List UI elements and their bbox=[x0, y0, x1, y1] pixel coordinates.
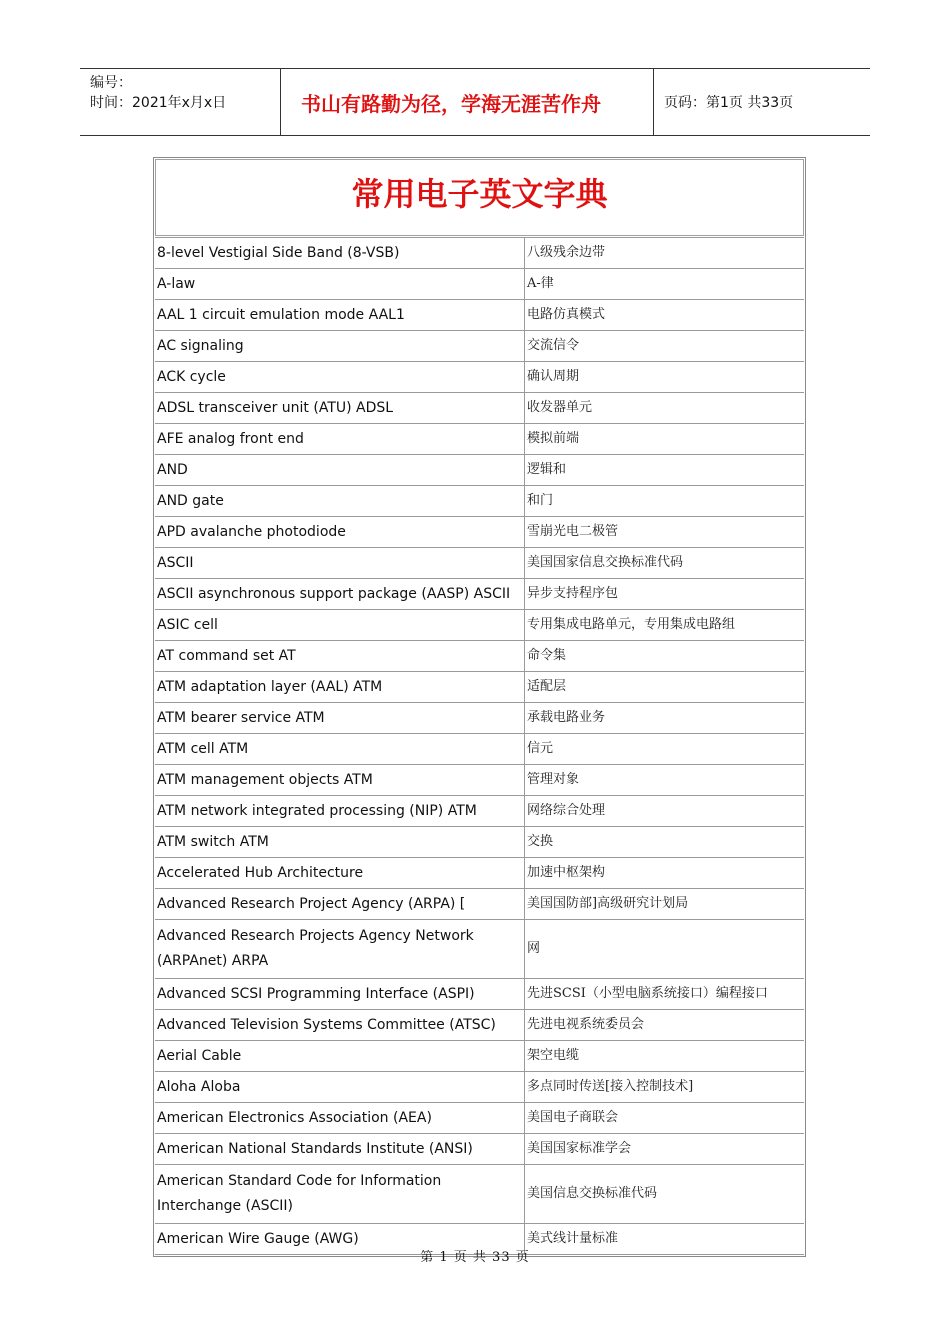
term-english: American Wire Gauge (AWG) bbox=[155, 1224, 525, 1254]
table-row bbox=[155, 362, 804, 393]
dictionary-table bbox=[153, 157, 806, 1257]
term-chinese: 命令集 bbox=[527, 648, 567, 663]
term-chinese: 美国国家信息交换标准代码 bbox=[527, 555, 684, 570]
table-row bbox=[155, 269, 804, 300]
term-chinese: 交换 bbox=[527, 834, 554, 849]
page-header bbox=[80, 68, 870, 136]
term-english: Advanced Research Project Agency (ARPA) [ bbox=[155, 889, 525, 919]
term-english: Advanced Television Systems Committee (ATSC) bbox=[155, 1010, 525, 1040]
term-english: ASCII bbox=[155, 548, 525, 578]
term-english: ASCII asynchronous support package (AASP) ASCII bbox=[155, 579, 525, 609]
term-chinese: 多点同时传送[接入控制技术] bbox=[527, 1079, 694, 1094]
header-meta bbox=[80, 69, 281, 135]
term-chinese: 收发器单元 bbox=[527, 400, 593, 415]
term-chinese: 适配层 bbox=[527, 679, 567, 694]
dictionary-title: 常用电子英文字典 bbox=[155, 159, 804, 236]
table-row bbox=[155, 979, 804, 1010]
table-row bbox=[155, 393, 804, 424]
table-row bbox=[155, 703, 804, 734]
term-english: 8-level Vestigial Side Band (8-VSB) bbox=[155, 238, 525, 268]
term-chinese: 美式线计量标准 bbox=[527, 1231, 619, 1246]
term-english: ADSL transceiver unit (ATU) ADSL bbox=[155, 393, 525, 423]
term-english: ATM management objects ATM bbox=[155, 765, 525, 795]
table-row bbox=[155, 672, 804, 703]
term-english: A-law bbox=[155, 269, 525, 299]
term-chinese: 信元 bbox=[527, 741, 554, 756]
table-row bbox=[155, 1165, 804, 1224]
term-chinese: A-律 bbox=[527, 276, 554, 291]
table-row bbox=[155, 858, 804, 889]
term-english: AT command set AT bbox=[155, 641, 525, 671]
term-chinese: 异步支持程序包 bbox=[527, 586, 619, 601]
term-chinese: 网 bbox=[527, 941, 541, 956]
term-chinese: 专用集成电路单元，专用集成电路组 bbox=[527, 617, 736, 632]
term-english: AAL 1 circuit emulation mode AAL1 bbox=[155, 300, 525, 330]
term-english: American Electronics Association (AEA) bbox=[155, 1103, 525, 1133]
table-row bbox=[155, 1041, 804, 1072]
table-row bbox=[155, 579, 804, 610]
term-english: American National Standards Institute (ANSI) bbox=[155, 1134, 525, 1164]
term-english: ATM switch ATM bbox=[155, 827, 525, 857]
term-chinese: 模拟前端 bbox=[527, 431, 580, 446]
table-row bbox=[155, 1134, 804, 1165]
term-chinese: 美国电子商联会 bbox=[527, 1110, 619, 1125]
table-row bbox=[155, 889, 804, 920]
term-chinese: 交流信令 bbox=[527, 338, 580, 353]
table-row bbox=[155, 237, 804, 269]
table-row bbox=[155, 1103, 804, 1134]
page-footer: 第 1 页 共 33 页 bbox=[420, 1250, 530, 1265]
term-chinese: 承载电路业务 bbox=[527, 710, 606, 725]
term-english: Accelerated Hub Architecture bbox=[155, 858, 525, 888]
term-chinese: 八级残余边带 bbox=[527, 245, 606, 260]
term-chinese: 美国信息交换标准代码 bbox=[527, 1186, 658, 1201]
table-row bbox=[155, 300, 804, 331]
term-chinese: 加速中枢架构 bbox=[527, 865, 606, 880]
table-row bbox=[155, 765, 804, 796]
term-chinese: 管理对象 bbox=[527, 772, 580, 787]
term-chinese: 电路仿真模式 bbox=[527, 307, 606, 322]
table-row bbox=[155, 331, 804, 362]
header-page-info: 页码：第1页 共33页 bbox=[664, 95, 794, 111]
term-chinese: 逻辑和 bbox=[527, 462, 567, 477]
term-chinese: 先进电视系统委员会 bbox=[527, 1017, 645, 1032]
term-english: Advanced Research Projects Agency Network (ARPAnet) ARPA bbox=[155, 920, 525, 978]
table-row bbox=[155, 548, 804, 579]
table-row bbox=[155, 517, 804, 548]
term-english: ACK cycle bbox=[155, 362, 525, 392]
table-row bbox=[155, 734, 804, 765]
table-row bbox=[155, 455, 804, 486]
term-english: Aloha Aloba bbox=[155, 1072, 525, 1102]
term-english: AC signaling bbox=[155, 331, 525, 361]
number-label: 编号： bbox=[90, 75, 132, 91]
table-row bbox=[155, 486, 804, 517]
term-chinese: 和门 bbox=[527, 493, 554, 508]
time-label: 时间：2021年x月x日 bbox=[90, 95, 227, 111]
term-chinese: 美国国家标准学会 bbox=[527, 1141, 632, 1156]
term-chinese: 网络综合处理 bbox=[527, 803, 606, 818]
term-english: ATM cell ATM bbox=[155, 734, 525, 764]
term-chinese: 先进SCSI（小型电脑系统接口）编程接口 bbox=[527, 986, 768, 1001]
term-english: ASIC cell bbox=[155, 610, 525, 640]
term-english: APD avalanche photodiode bbox=[155, 517, 525, 547]
term-english: ATM adaptation layer (AAL) ATM bbox=[155, 672, 525, 702]
term-english: ATM bearer service ATM bbox=[155, 703, 525, 733]
term-english: AND bbox=[155, 455, 525, 485]
table-row bbox=[155, 827, 804, 858]
table-row bbox=[155, 920, 804, 979]
term-chinese: 确认周期 bbox=[527, 369, 580, 384]
term-chinese: 架空电缆 bbox=[527, 1048, 580, 1063]
header-motto: 书山有路勤为径，学海无涯苦作舟 bbox=[281, 69, 654, 135]
table-row bbox=[155, 1010, 804, 1041]
table-row bbox=[155, 641, 804, 672]
term-english: Advanced SCSI Programming Interface (ASPI) bbox=[155, 979, 525, 1009]
term-chinese: 雪崩光电二极管 bbox=[527, 524, 619, 539]
term-chinese: 美国国防部]高级研究计划局 bbox=[527, 896, 689, 911]
term-english: Aerial Cable bbox=[155, 1041, 525, 1071]
table-row bbox=[155, 424, 804, 455]
term-english: ATM network integrated processing (NIP) ATM bbox=[155, 796, 525, 826]
table-row bbox=[155, 1072, 804, 1103]
table-row bbox=[155, 610, 804, 641]
term-english: AFE analog front end bbox=[155, 424, 525, 454]
term-english: AND gate bbox=[155, 486, 525, 516]
dictionary-rows bbox=[155, 237, 804, 1255]
term-english: American Standard Code for Information Interchange (ASCII) bbox=[155, 1165, 525, 1223]
table-row bbox=[155, 796, 804, 827]
